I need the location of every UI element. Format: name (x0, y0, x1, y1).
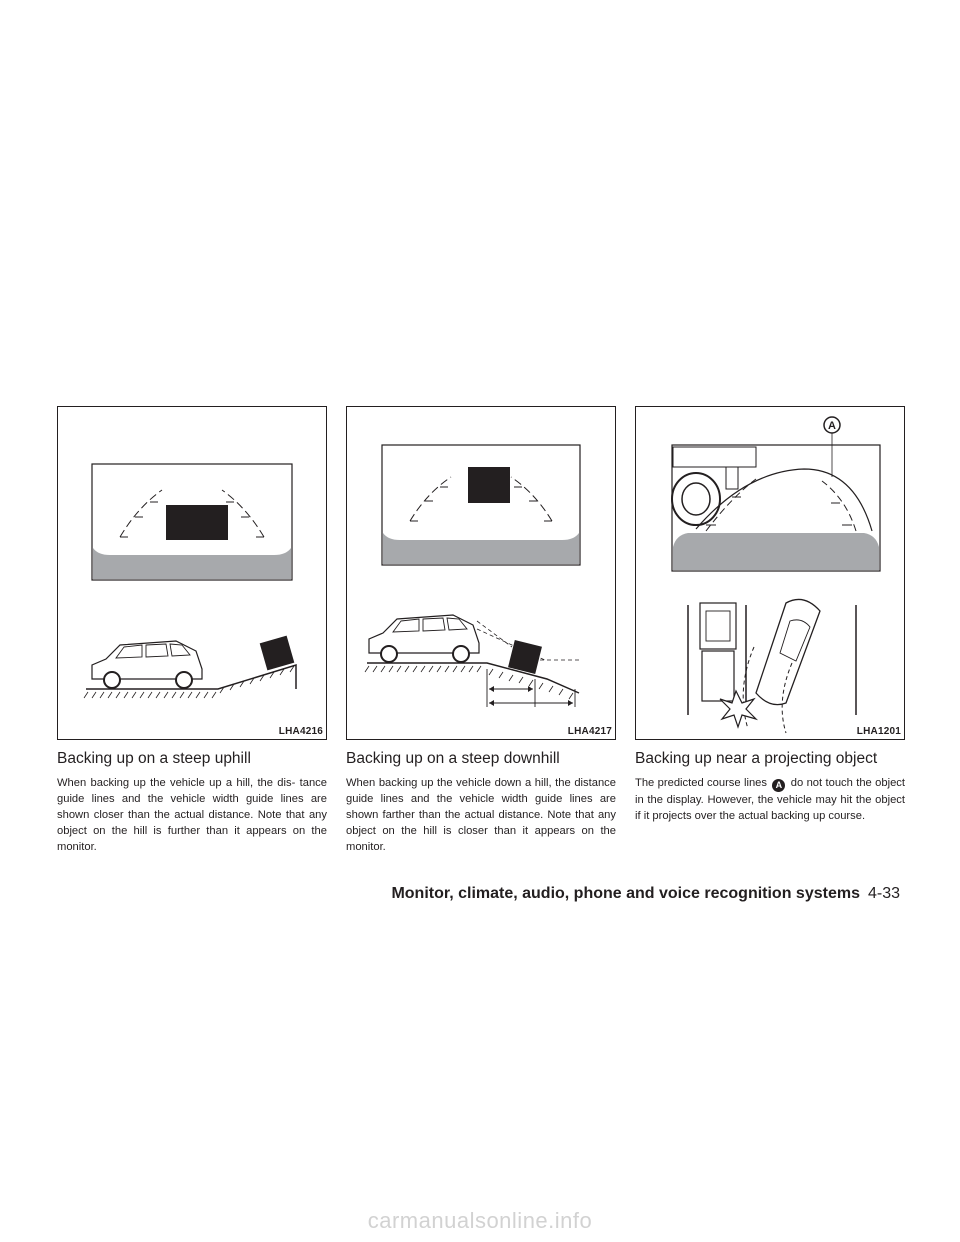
projecting-object-illustration (636, 407, 904, 739)
callout-a-icon: A (772, 779, 785, 792)
svg-text:A: A (828, 420, 836, 432)
body-text: The predicted course lines (635, 777, 767, 789)
figure-projecting-object (635, 406, 905, 740)
figure-code: LHA4217 (567, 726, 612, 737)
figure-code: LHA4216 (278, 726, 323, 737)
figure-code: LHA1201 (856, 726, 901, 737)
body-text: do not touch the object in the display. However, the vehicle may hit the object if it projects over the actual backing up course. (635, 777, 906, 822)
section-body (635, 775, 905, 824)
section-body: When backing up the vehicle up a hill, the dis- tance guide lines and the vehicle width guide lines are shown closer than the actual distance. Note that any object on the hill is further than it appears on the monitor. (57, 777, 327, 853)
uphill-illustration (58, 407, 326, 739)
figure-uphill (57, 406, 327, 740)
section-heading: Backing up on a steep downhill (346, 750, 560, 767)
section-heading: Backing up near a projecting object (635, 750, 878, 767)
section-projecting-object (635, 406, 905, 824)
watermark: carmanualsonline.info (367, 1208, 593, 1233)
page-number: 4-33 (867, 885, 900, 902)
downhill-illustration (347, 407, 615, 739)
figure-downhill (346, 406, 616, 740)
section-body: When backing up the vehicle down a hill, the distance guide lines and the vehicle width guide lines are shown farther than the actual distance. Note that any object on the hill is closer than it appears on the monitor. (346, 777, 616, 853)
section-heading: Backing up on a steep uphill (57, 750, 251, 767)
page-footer (391, 885, 900, 903)
section-downhill (346, 406, 616, 855)
section-uphill (57, 406, 327, 855)
footer-section-title: Monitor, climate, audio, phone and voice recognition systems (391, 885, 860, 902)
